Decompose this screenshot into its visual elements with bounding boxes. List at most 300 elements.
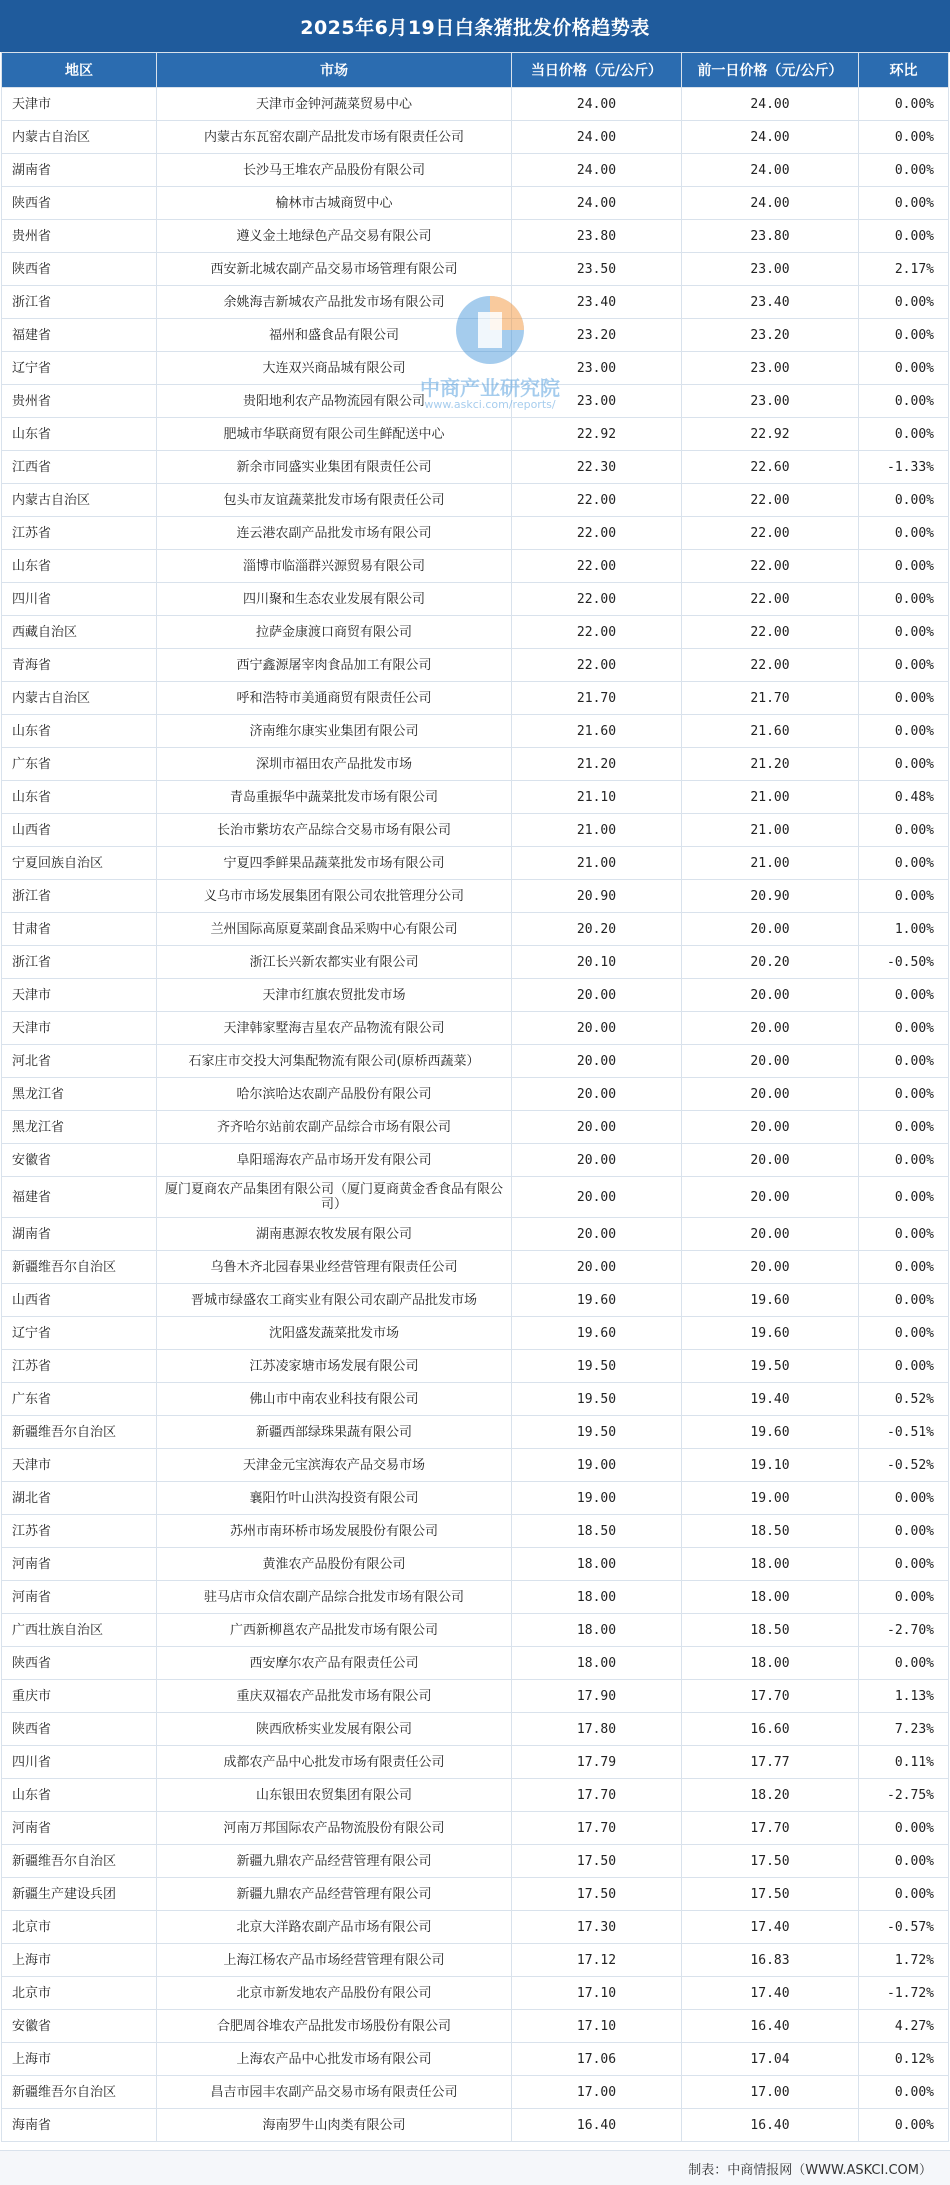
table-row: [2, 1177, 949, 1218]
cell-prev-price: 24.00: [682, 187, 859, 220]
cell-change: 0.00%: [859, 748, 949, 781]
cell-change: 0.00%: [859, 1251, 949, 1284]
cell-prev-price: 20.00: [682, 1012, 859, 1045]
cell-today-price: 17.80: [512, 1713, 682, 1746]
cell-prev-price: 22.60: [682, 451, 859, 484]
cell-change: 0.00%: [859, 187, 949, 220]
cell-change: 0.00%: [859, 517, 949, 550]
table-row: [2, 418, 949, 451]
cell-today-price: 24.00: [512, 154, 682, 187]
table-row: [2, 814, 949, 847]
cell-change: 0.00%: [859, 1218, 949, 1251]
table-row: [2, 385, 949, 418]
table-row: [2, 1944, 949, 1977]
table-title: 2025年6月19日白条猪批发价格趋势表: [0, 0, 950, 52]
cell-region: 海南省: [2, 2109, 157, 2142]
cell-market: 哈尔滨哈达农副产品股份有限公司: [157, 1078, 512, 1111]
cell-prev-price: 23.20: [682, 319, 859, 352]
cell-region: 内蒙古自治区: [2, 682, 157, 715]
table-row: [2, 1350, 949, 1383]
cell-region: 山西省: [2, 1284, 157, 1317]
cell-market: 包头市友谊蔬菜批发市场有限责任公司: [157, 484, 512, 517]
cell-today-price: 20.00: [512, 1111, 682, 1144]
header-region: 地区: [2, 53, 157, 88]
cell-region: 安徽省: [2, 1144, 157, 1177]
table-row: [2, 1746, 949, 1779]
cell-today-price: 21.70: [512, 682, 682, 715]
cell-today-price: 17.10: [512, 1977, 682, 2010]
table-row: [2, 1383, 949, 1416]
cell-market: 合肥周谷堆农产品批发市场股份有限公司: [157, 2010, 512, 2043]
cell-region: 青海省: [2, 649, 157, 682]
table-row: [2, 484, 949, 517]
cell-today-price: 20.00: [512, 1045, 682, 1078]
cell-prev-price: 22.00: [682, 649, 859, 682]
table-row: [2, 187, 949, 220]
table-row: [2, 583, 949, 616]
cell-change: 0.00%: [859, 286, 949, 319]
cell-region: 山东省: [2, 418, 157, 451]
cell-today-price: 24.00: [512, 121, 682, 154]
cell-market: 晋城市绿盛农工商实业有限公司农副产品批发市场: [157, 1284, 512, 1317]
cell-market: 天津市金钟河蔬菜贸易中心: [157, 88, 512, 121]
cell-change: 0.00%: [859, 847, 949, 880]
cell-prev-price: 21.00: [682, 814, 859, 847]
cell-today-price: 19.60: [512, 1284, 682, 1317]
cell-market: 肥城市华联商贸有限公司生鲜配送中心: [157, 418, 512, 451]
table-row: [2, 1515, 949, 1548]
cell-today-price: 20.00: [512, 1251, 682, 1284]
table-row: [2, 1218, 949, 1251]
table-row: [2, 1581, 949, 1614]
cell-region: 甘肃省: [2, 913, 157, 946]
cell-today-price: 17.00: [512, 2076, 682, 2109]
cell-region: 山东省: [2, 781, 157, 814]
cell-prev-price: 21.00: [682, 781, 859, 814]
table-row: [2, 1482, 949, 1515]
cell-change: 0.00%: [859, 154, 949, 187]
cell-prev-price: 18.00: [682, 1647, 859, 1680]
cell-today-price: 19.00: [512, 1482, 682, 1515]
cell-market: 兰州国际高原夏菜副食品采购中心有限公司: [157, 913, 512, 946]
cell-region: 山东省: [2, 550, 157, 583]
cell-region: 西藏自治区: [2, 616, 157, 649]
cell-region: 广西壮族自治区: [2, 1614, 157, 1647]
cell-market: 黄淮农产品股份有限公司: [157, 1548, 512, 1581]
cell-market: 天津韩家墅海吉星农产品物流有限公司: [157, 1012, 512, 1045]
header-market: 市场: [157, 53, 512, 88]
cell-market: 江苏凌家塘市场发展有限公司: [157, 1350, 512, 1383]
cell-region: 黑龙江省: [2, 1111, 157, 1144]
cell-market: 上海农产品中心批发市场有限公司: [157, 2043, 512, 2076]
cell-today-price: 22.00: [512, 583, 682, 616]
cell-change: 7.23%: [859, 1713, 949, 1746]
cell-change: 0.00%: [859, 1012, 949, 1045]
cell-prev-price: 22.92: [682, 418, 859, 451]
cell-market: 厦门夏商农产品集团有限公司（厦门夏商黄金香食品有限公司）: [157, 1177, 512, 1218]
table-row: [2, 1045, 949, 1078]
cell-change: 0.00%: [859, 616, 949, 649]
cell-prev-price: 23.00: [682, 352, 859, 385]
watermark-text: 中商产业研究院: [420, 376, 560, 400]
cell-region: 湖北省: [2, 1482, 157, 1515]
table-row: [2, 319, 949, 352]
cell-change: 1.72%: [859, 1944, 949, 1977]
cell-region: 山西省: [2, 814, 157, 847]
cell-market: 义乌市市场发展集团有限公司农批管理分公司: [157, 880, 512, 913]
cell-prev-price: 17.50: [682, 1878, 859, 1911]
cell-today-price: 22.00: [512, 484, 682, 517]
cell-market: 海南罗牛山肉类有限公司: [157, 2109, 512, 2142]
watermark-url: www.askci.com/reports/: [424, 398, 556, 411]
cell-today-price: 21.60: [512, 715, 682, 748]
cell-market: 宁夏四季鲜果品蔬菜批发市场有限公司: [157, 847, 512, 880]
cell-region: 上海市: [2, 2043, 157, 2076]
cell-prev-price: 18.00: [682, 1581, 859, 1614]
cell-today-price: 23.20: [512, 319, 682, 352]
cell-change: 0.00%: [859, 484, 949, 517]
cell-change: 0.00%: [859, 1284, 949, 1317]
cell-change: 0.00%: [859, 2076, 949, 2109]
cell-market: 新疆九鼎农产品经营管理有限公司: [157, 1845, 512, 1878]
cell-region: 上海市: [2, 1944, 157, 1977]
cell-prev-price: 24.00: [682, 154, 859, 187]
cell-today-price: 17.06: [512, 2043, 682, 2076]
cell-region: 福建省: [2, 319, 157, 352]
cell-market: 拉萨金康渡口商贸有限公司: [157, 616, 512, 649]
cell-change: 0.00%: [859, 220, 949, 253]
table-row: [2, 2076, 949, 2109]
cell-change: 0.00%: [859, 1317, 949, 1350]
cell-today-price: 21.10: [512, 781, 682, 814]
table-row: [2, 1144, 949, 1177]
cell-region: 四川省: [2, 583, 157, 616]
cell-region: 贵州省: [2, 385, 157, 418]
cell-market: 驻马店市众信农副产品综合批发市场有限公司: [157, 1581, 512, 1614]
cell-change: 0.00%: [859, 1878, 949, 1911]
cell-change: 0.00%: [859, 1350, 949, 1383]
cell-prev-price: 17.77: [682, 1746, 859, 1779]
cell-prev-price: 20.00: [682, 1144, 859, 1177]
cell-market: 新疆九鼎农产品经营管理有限公司: [157, 1878, 512, 1911]
cell-region: 江苏省: [2, 1515, 157, 1548]
cell-prev-price: 19.60: [682, 1416, 859, 1449]
cell-change: -1.33%: [859, 451, 949, 484]
cell-today-price: 20.00: [512, 979, 682, 1012]
cell-prev-price: 20.00: [682, 913, 859, 946]
table-row: [2, 880, 949, 913]
cell-prev-price: 17.70: [682, 1812, 859, 1845]
cell-region: 安徽省: [2, 2010, 157, 2043]
table-row: [2, 1977, 949, 2010]
cell-today-price: 22.00: [512, 616, 682, 649]
cell-change: 0.00%: [859, 1845, 949, 1878]
cell-market: 大连双兴商品城有限公司: [157, 352, 512, 385]
cell-change: 2.17%: [859, 253, 949, 286]
cell-today-price: 20.00: [512, 1218, 682, 1251]
cell-today-price: 22.92: [512, 418, 682, 451]
cell-change: 0.00%: [859, 1812, 949, 1845]
table-row: [2, 979, 949, 1012]
table-row: [2, 1647, 949, 1680]
cell-region: 山东省: [2, 1779, 157, 1812]
table-row: [2, 1614, 949, 1647]
price-table: [1, 52, 949, 2142]
cell-region: 福建省: [2, 1177, 157, 1218]
cell-market: 阜阳瑶海农产品市场开发有限公司: [157, 1144, 512, 1177]
table-row: [2, 1680, 949, 1713]
cell-change: -0.50%: [859, 946, 949, 979]
cell-change: 0.00%: [859, 715, 949, 748]
cell-today-price: 21.20: [512, 748, 682, 781]
table-row: [2, 1713, 949, 1746]
cell-region: 天津市: [2, 979, 157, 1012]
footer-source: 制表：中商情报网（WWW.ASKCI.COM）: [0, 2150, 950, 2185]
cell-today-price: 17.50: [512, 1878, 682, 1911]
cell-today-price: 22.00: [512, 550, 682, 583]
table-row: [2, 1878, 949, 1911]
cell-region: 辽宁省: [2, 1317, 157, 1350]
cell-region: 新疆维吾尔自治区: [2, 2076, 157, 2109]
cell-market: 石家庄市交投大河集配物流有限公司(原桥西蔬菜）: [157, 1045, 512, 1078]
cell-market: 山东银田农贸集团有限公司: [157, 1779, 512, 1812]
cell-prev-price: 23.00: [682, 385, 859, 418]
table-row: [2, 88, 949, 121]
cell-change: 0.00%: [859, 1581, 949, 1614]
cell-prev-price: 22.00: [682, 517, 859, 550]
cell-today-price: 21.00: [512, 814, 682, 847]
cell-region: 浙江省: [2, 946, 157, 979]
table-row: [2, 847, 949, 880]
cell-region: 北京市: [2, 1977, 157, 2010]
cell-change: 0.00%: [859, 682, 949, 715]
cell-region: 宁夏回族自治区: [2, 847, 157, 880]
cell-today-price: 19.50: [512, 1383, 682, 1416]
table-row: [2, 2109, 949, 2142]
cell-today-price: 17.70: [512, 1812, 682, 1845]
cell-region: 广东省: [2, 1383, 157, 1416]
table-row: [2, 1416, 949, 1449]
cell-region: 天津市: [2, 1449, 157, 1482]
cell-market: 浙江长兴新农都实业有限公司: [157, 946, 512, 979]
cell-prev-price: 22.00: [682, 550, 859, 583]
cell-market: 乌鲁木齐北园春果业经营管理有限责任公司: [157, 1251, 512, 1284]
header-change: 环比: [859, 53, 949, 88]
cell-change: 0.00%: [859, 88, 949, 121]
cell-region: 北京市: [2, 1911, 157, 1944]
cell-market: 昌吉市园丰农副产品交易市场有限责任公司: [157, 2076, 512, 2109]
cell-region: 陕西省: [2, 187, 157, 220]
cell-prev-price: 22.00: [682, 616, 859, 649]
cell-prev-price: 17.70: [682, 1680, 859, 1713]
cell-market: 福州和盛食品有限公司: [157, 319, 512, 352]
cell-change: 1.13%: [859, 1680, 949, 1713]
cell-today-price: 18.00: [512, 1581, 682, 1614]
cell-today-price: 20.10: [512, 946, 682, 979]
cell-today-price: 23.40: [512, 286, 682, 319]
cell-change: 0.00%: [859, 1482, 949, 1515]
cell-region: 湖南省: [2, 1218, 157, 1251]
cell-region: 陕西省: [2, 1647, 157, 1680]
cell-today-price: 18.00: [512, 1647, 682, 1680]
cell-prev-price: 20.00: [682, 1045, 859, 1078]
cell-market: 佛山市中南农业科技有限公司: [157, 1383, 512, 1416]
cell-today-price: 18.50: [512, 1515, 682, 1548]
cell-prev-price: 18.50: [682, 1515, 859, 1548]
table-row: [2, 1284, 949, 1317]
cell-change: 0.00%: [859, 550, 949, 583]
cell-today-price: 23.00: [512, 385, 682, 418]
cell-today-price: 20.20: [512, 913, 682, 946]
table-row: [2, 781, 949, 814]
cell-today-price: 23.00: [512, 352, 682, 385]
cell-today-price: 22.30: [512, 451, 682, 484]
cell-change: -2.70%: [859, 1614, 949, 1647]
cell-today-price: 17.70: [512, 1779, 682, 1812]
cell-prev-price: 20.90: [682, 880, 859, 913]
cell-prev-price: 16.40: [682, 2109, 859, 2142]
cell-market: 天津金元宝滨海农产品交易市场: [157, 1449, 512, 1482]
cell-today-price: 20.90: [512, 880, 682, 913]
cell-change: 0.00%: [859, 352, 949, 385]
cell-today-price: 20.00: [512, 1078, 682, 1111]
table-row: [2, 1911, 949, 1944]
cell-prev-price: 20.20: [682, 946, 859, 979]
cell-prev-price: 19.60: [682, 1317, 859, 1350]
table-row: [2, 2043, 949, 2076]
table-row: [2, 121, 949, 154]
cell-prev-price: 19.10: [682, 1449, 859, 1482]
cell-region: 浙江省: [2, 286, 157, 319]
cell-prev-price: 23.00: [682, 253, 859, 286]
cell-market: 长沙马王堆农产品股份有限公司: [157, 154, 512, 187]
cell-market: 呼和浩特市美通商贸有限责任公司: [157, 682, 512, 715]
cell-prev-price: 23.40: [682, 286, 859, 319]
cell-today-price: 17.50: [512, 1845, 682, 1878]
cell-region: 江苏省: [2, 1350, 157, 1383]
cell-prev-price: 18.00: [682, 1548, 859, 1581]
cell-change: -0.57%: [859, 1911, 949, 1944]
cell-prev-price: 19.40: [682, 1383, 859, 1416]
cell-market: 上海江杨农产品市场经营管理有限公司: [157, 1944, 512, 1977]
cell-change: 0.11%: [859, 1746, 949, 1779]
cell-today-price: 20.00: [512, 1012, 682, 1045]
cell-market: 湖南惠源农牧发展有限公司: [157, 1218, 512, 1251]
cell-today-price: 20.00: [512, 1144, 682, 1177]
cell-prev-price: 22.00: [682, 484, 859, 517]
cell-change: 0.00%: [859, 814, 949, 847]
cell-region: 新疆维吾尔自治区: [2, 1251, 157, 1284]
table-row: [2, 451, 949, 484]
cell-today-price: 17.79: [512, 1746, 682, 1779]
cell-change: 0.00%: [859, 1177, 949, 1218]
cell-change: 0.00%: [859, 880, 949, 913]
cell-prev-price: 20.00: [682, 1111, 859, 1144]
cell-market: 内蒙古东瓦窑农副产品批发市场有限责任公司: [157, 121, 512, 154]
cell-prev-price: 16.83: [682, 1944, 859, 1977]
cell-change: 0.00%: [859, 1647, 949, 1680]
cell-today-price: 18.00: [512, 1614, 682, 1647]
cell-market: 遵义金土地绿色产品交易有限公司: [157, 220, 512, 253]
cell-change: 0.12%: [859, 2043, 949, 2076]
cell-market: 北京大洋路农副产品市场有限公司: [157, 1911, 512, 1944]
cell-prev-price: 17.40: [682, 1977, 859, 2010]
table-row: [2, 550, 949, 583]
cell-change: 0.00%: [859, 649, 949, 682]
cell-prev-price: 19.60: [682, 1284, 859, 1317]
cell-market: 淄博市临淄群兴源贸易有限公司: [157, 550, 512, 583]
cell-market: 广西新柳邕农产品批发市场有限公司: [157, 1614, 512, 1647]
table-header-row: [2, 53, 949, 88]
cell-change: 0.00%: [859, 1515, 949, 1548]
table-row: [2, 1812, 949, 1845]
cell-region: 内蒙古自治区: [2, 121, 157, 154]
cell-region: 四川省: [2, 1746, 157, 1779]
cell-change: -0.52%: [859, 1449, 949, 1482]
cell-prev-price: 20.00: [682, 1251, 859, 1284]
cell-market: 北京市新发地农产品股份有限公司: [157, 1977, 512, 2010]
cell-change: 0.48%: [859, 781, 949, 814]
cell-region: 河南省: [2, 1812, 157, 1845]
cell-change: 0.52%: [859, 1383, 949, 1416]
cell-market: 西安新北城农副产品交易市场管理有限公司: [157, 253, 512, 286]
cell-market: 连云港农副产品批发市场有限公司: [157, 517, 512, 550]
cell-prev-price: 20.00: [682, 1218, 859, 1251]
cell-region: 山东省: [2, 715, 157, 748]
cell-today-price: 19.50: [512, 1350, 682, 1383]
table-row: [2, 913, 949, 946]
table-row: [2, 1012, 949, 1045]
cell-prev-price: 18.50: [682, 1614, 859, 1647]
cell-market: 西安摩尔农产品有限责任公司: [157, 1647, 512, 1680]
cell-region: 河北省: [2, 1045, 157, 1078]
table-row: [2, 715, 949, 748]
cell-market: 新疆西部绿珠果蔬有限公司: [157, 1416, 512, 1449]
cell-change: 0.00%: [859, 121, 949, 154]
header-prev-price: 前一日价格（元/公斤）: [682, 53, 859, 88]
cell-prev-price: 19.00: [682, 1482, 859, 1515]
cell-market: 贵阳地利农产品物流园有限公司: [157, 385, 512, 418]
cell-today-price: 18.00: [512, 1548, 682, 1581]
cell-market: 榆林市古城商贸中心: [157, 187, 512, 220]
cell-market: 深圳市福田农产品批发市场: [157, 748, 512, 781]
cell-prev-price: 21.20: [682, 748, 859, 781]
cell-region: 江苏省: [2, 517, 157, 550]
cell-market: 苏州市南环桥市场发展股份有限公司: [157, 1515, 512, 1548]
cell-region: 新疆维吾尔自治区: [2, 1845, 157, 1878]
cell-market: 济南维尔康实业集团有限公司: [157, 715, 512, 748]
cell-region: 辽宁省: [2, 352, 157, 385]
cell-prev-price: 22.00: [682, 583, 859, 616]
cell-market: 沈阳盛发蔬菜批发市场: [157, 1317, 512, 1350]
cell-today-price: 22.00: [512, 649, 682, 682]
cell-prev-price: 24.00: [682, 88, 859, 121]
table-row: [2, 1779, 949, 1812]
cell-prev-price: 17.00: [682, 2076, 859, 2109]
cell-market: 青岛重振华中蔬菜批发市场有限公司: [157, 781, 512, 814]
cell-region: 河南省: [2, 1581, 157, 1614]
cell-region: 贵州省: [2, 220, 157, 253]
table-row: [2, 616, 949, 649]
cell-change: 0.00%: [859, 1144, 949, 1177]
cell-prev-price: 19.50: [682, 1350, 859, 1383]
cell-change: 4.27%: [859, 2010, 949, 2043]
table-row: [2, 253, 949, 286]
cell-change: -0.51%: [859, 1416, 949, 1449]
table-row: [2, 649, 949, 682]
cell-market: 天津市红旗农贸批发市场: [157, 979, 512, 1012]
cell-prev-price: 16.40: [682, 2010, 859, 2043]
